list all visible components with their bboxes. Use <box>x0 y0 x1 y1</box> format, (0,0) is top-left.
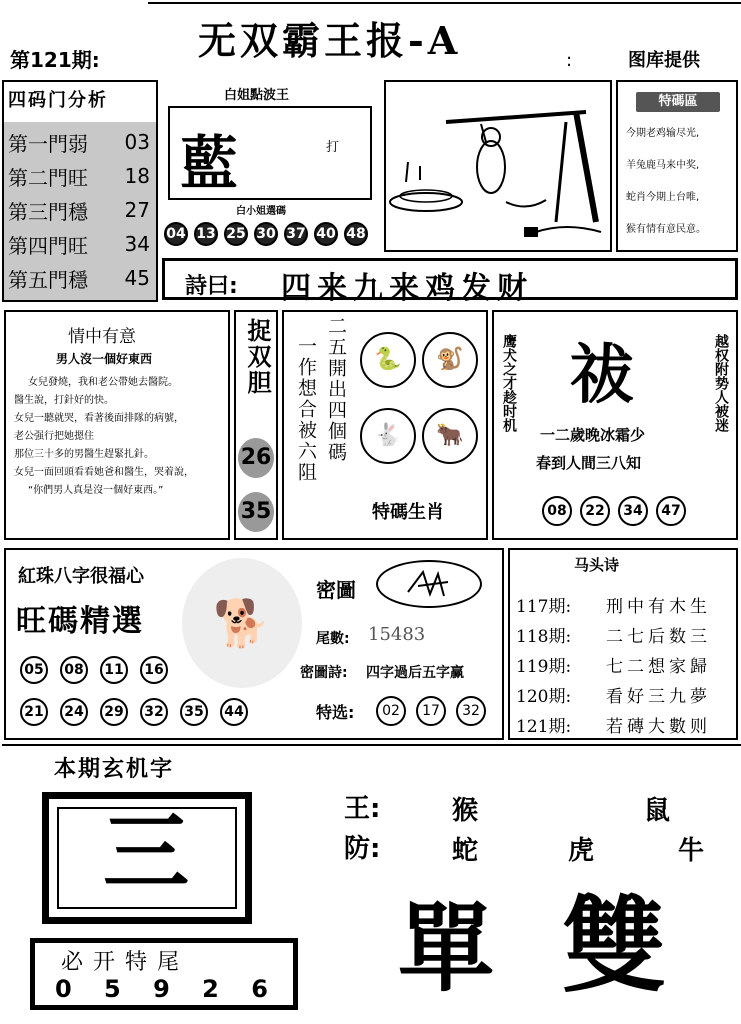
riddle-label: 特碼生肖 <box>372 502 444 523</box>
tail-title: 必开特尾 <box>61 950 190 975</box>
red-ball-number: 08 <box>60 656 88 684</box>
big-char-line2: 春到人間三八知 <box>536 454 642 472</box>
poem-banner <box>162 258 738 306</box>
secret-chart-poem: 四字過后五字赢 <box>366 665 464 681</box>
snake-icon: 🐍 <box>360 332 416 388</box>
gate-row: 第二門旺 18 <box>8 164 150 190</box>
gate-row: 第一門弱 03 <box>8 130 150 156</box>
bottom-panel <box>2 744 741 1024</box>
story-line: 女兒一聽就哭，看著後面排隊的病號， <box>14 413 184 424</box>
red-ball-number: 29 <box>100 698 128 726</box>
wave-numbers <box>162 220 380 248</box>
guard-zodiac: 蛇 <box>452 836 479 866</box>
king-label: 王: <box>344 794 381 824</box>
wave-number: 25 <box>224 222 248 246</box>
secret-chart-tail: 15483 <box>368 624 426 645</box>
riddle-col1: 一作想合被六阻 <box>295 336 317 483</box>
red-ball-number: 32 <box>140 698 168 726</box>
mystery-char: 三 <box>103 803 189 903</box>
secret-box-line: 蛇肖今期上台唯, <box>626 192 700 203</box>
wave-number: 40 <box>314 222 338 246</box>
mystery-char-inner <box>57 803 237 909</box>
gate-row: 第五門穩 45 <box>8 266 150 292</box>
king-zodiac: 猴 <box>452 796 479 826</box>
gate-row: 第三門穩 27 <box>8 198 150 224</box>
secret-chart-tail-label: 尾數: <box>316 631 350 647</box>
special-number: 02 <box>376 696 406 726</box>
guard-zodiac: 虎 <box>568 836 595 866</box>
wave-title: 白姐點波王 <box>224 88 290 103</box>
story-line: 那位三十多的男醫生趕緊扎針。 <box>14 449 154 460</box>
big-char: 祓 <box>570 339 634 413</box>
story-line: “你們男人真是沒一個好東西。” <box>28 485 164 496</box>
red-ball-title: 紅珠八字很福心 <box>18 566 144 587</box>
red-ball-number: 16 <box>140 656 168 684</box>
big-char-number: 47 <box>656 496 686 526</box>
wave-numbers-title: 白小姐選碼 <box>236 206 286 217</box>
riddle-panel <box>282 310 488 540</box>
monkey-icon: 🐒 <box>422 332 478 388</box>
secret-box-line: 猴有情有意民意。 <box>626 224 706 235</box>
secret-box-panel <box>616 80 738 252</box>
big-char-right: 越权附势人被迷 <box>713 334 729 432</box>
double-number: 35 <box>238 492 274 532</box>
red-ball-subtitle: 旺碼精選 <box>16 604 144 639</box>
big-char-panel <box>492 310 738 540</box>
tail-box <box>30 938 298 1010</box>
special-number: 17 <box>416 696 446 726</box>
wave-number: 04 <box>164 222 188 246</box>
big-char-number: 34 <box>618 496 648 526</box>
secret-box-line: 今期老鸡输尽光, <box>626 128 700 139</box>
red-ball-number: 11 <box>100 656 128 684</box>
single-char: 單 <box>398 893 494 1005</box>
mystery-char-box <box>42 792 252 924</box>
rabbit-icon: 🐇 <box>360 408 416 464</box>
guard-label: 防: <box>344 834 381 864</box>
colon-mark: : <box>566 50 573 71</box>
secret-chart-sketch-icon <box>376 560 482 608</box>
gates-panel <box>2 80 158 302</box>
horse-poem-panel: 马头诗 117期: 刑中有木生 118期: 二七后数三 119期: 七二想家歸 120期: 看好三九夢 121期: 若磚大數则 <box>508 548 738 740</box>
riddle-col2: 二五開出四個碼 <box>325 316 347 463</box>
ox-icon: 🐂 <box>422 408 478 464</box>
big-char-left: 鹰犬之才趁时机 <box>501 334 517 432</box>
gate-row: 第四門旺 34 <box>8 232 150 258</box>
story-title: 情中有意 <box>68 327 136 347</box>
wave-number: 30 <box>254 222 278 246</box>
story-panel <box>4 310 230 540</box>
big-char-line1: 一二歲晚冰霜少 <box>540 426 646 444</box>
horse-poem-title: 马头诗 <box>574 556 620 574</box>
story-line: 老公强行把她摁住 <box>14 431 94 442</box>
red-ball-number: 21 <box>20 698 48 726</box>
red-ball-number: 35 <box>180 698 208 726</box>
gates-list <box>4 122 156 300</box>
red-ball-number: 44 <box>220 698 248 726</box>
guard-zodiac: 牛 <box>678 836 705 866</box>
double-title: 捉双胆 <box>243 318 271 396</box>
wave-color-box <box>168 106 372 200</box>
wave-number: 37 <box>284 222 308 246</box>
double-number: 26 <box>238 438 274 478</box>
big-char-number: 22 <box>580 496 610 526</box>
provider-label: 图库提供 <box>628 50 700 71</box>
special-number: 32 <box>456 696 486 726</box>
red-ball-number: 24 <box>60 698 88 726</box>
secret-chart-special-label: 特选: <box>316 703 355 722</box>
king-zodiac: 鼠 <box>644 796 671 826</box>
story-line: 女兒一面回頭看看她爸和醫生，哭着說， <box>14 467 194 478</box>
story-body <box>14 374 226 500</box>
secret-box-title: 特碼區 <box>636 92 720 112</box>
tail-numbers: 0 5 9 2 6 <box>55 975 280 1003</box>
mystery-title: 本期玄机字 <box>54 757 175 782</box>
issue-number: 第121期: <box>10 48 100 72</box>
double-panel <box>234 310 278 540</box>
zodiac-images <box>358 332 486 492</box>
dog-icon: 🐕 <box>182 558 302 688</box>
cartoon-panel <box>384 80 612 252</box>
wave-number: 48 <box>344 222 368 246</box>
red-ball-panel <box>4 548 504 740</box>
wave-color: 藍 <box>180 129 239 197</box>
big-char-number: 08 <box>542 496 572 526</box>
double-char: 雙 <box>562 885 667 1007</box>
wave-hit: 打 <box>326 140 340 155</box>
poem-text: 四来九来鸡发财 <box>281 271 533 306</box>
story-subtitle: 男人沒一個好東西 <box>56 352 153 366</box>
red-ball-number: 05 <box>20 656 48 684</box>
gates-title: 四码门分析 <box>8 90 108 111</box>
wave-number: 13 <box>194 222 218 246</box>
poem-label: 詩曰: <box>185 274 238 299</box>
page-title: 无双霸王报-A <box>198 18 462 63</box>
secret-chart-poem-label: 密圖詩: <box>300 665 348 681</box>
secret-box-line: 羊兔鹿马来中奖, <box>626 160 700 171</box>
secret-chart-title: 密圖 <box>316 578 356 602</box>
story-line: 醫生說，打針好的快。 <box>14 395 114 406</box>
monkey-cartoon-icon <box>386 82 610 250</box>
wave-panel <box>162 80 380 252</box>
story-line: 女兒發燒，我和老公帶她去醫院。 <box>28 377 178 388</box>
